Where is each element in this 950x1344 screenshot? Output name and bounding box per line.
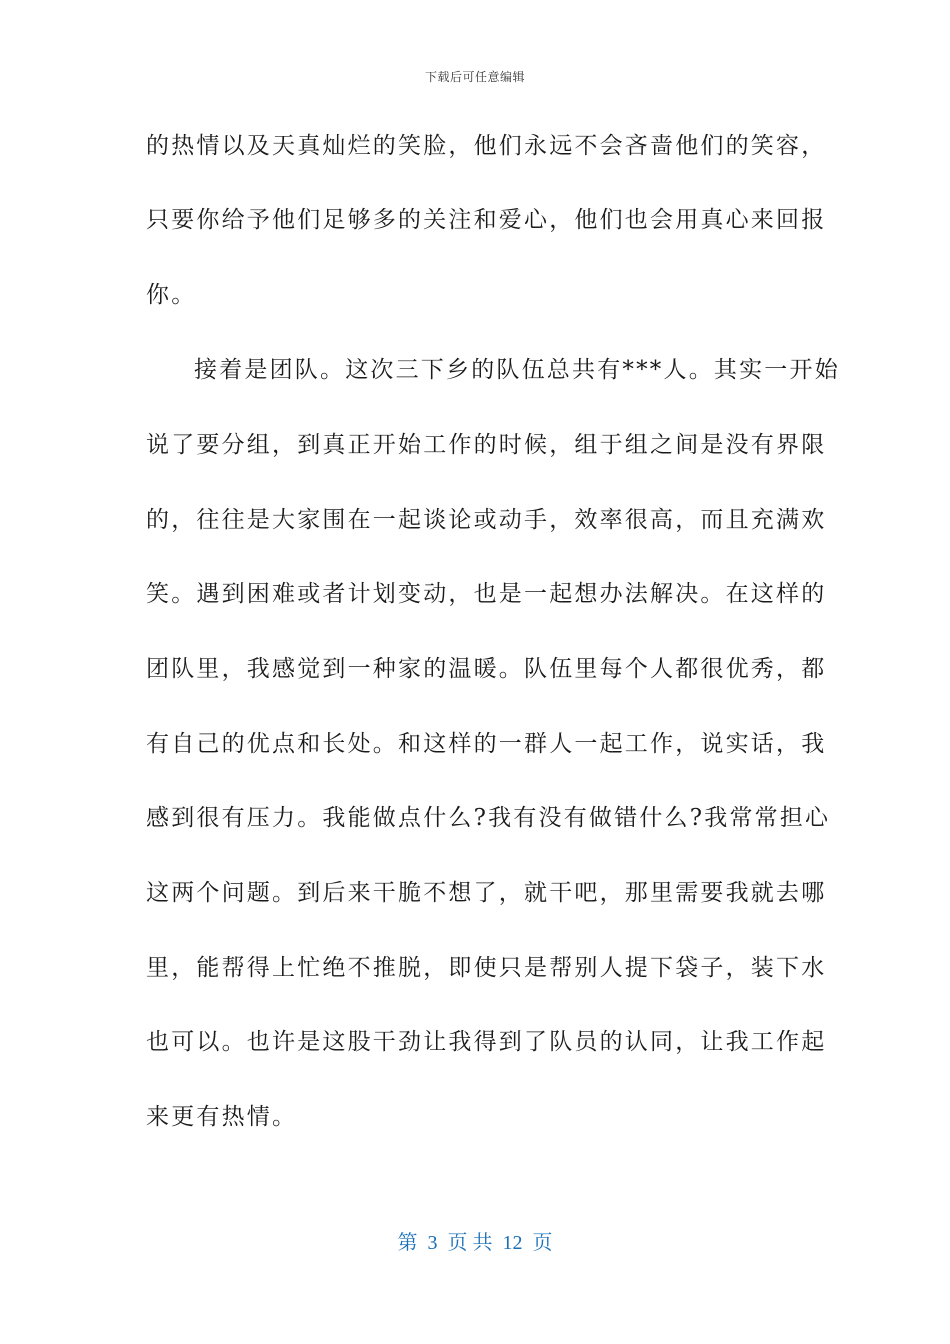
body-line: 来更有热情。 bbox=[146, 1104, 298, 1130]
body-line: 里，能帮得上忙绝不推脱，即使只是帮别人提下袋子，装下水 bbox=[146, 955, 827, 981]
body-line: 只要你给予他们足够多的关注和爱心，他们也会用真心来回报 bbox=[146, 207, 827, 233]
body-line: 有自己的优点和长处。和这样的一群人一起工作，说实话，我 bbox=[146, 731, 827, 757]
paragraph-first-line: 接着是团队。这次三下乡的队伍总共有***人。其实一开始 bbox=[194, 357, 840, 383]
body-line: 团队里，我感觉到一种家的温暖。队伍里每个人都很优秀，都 bbox=[146, 656, 827, 682]
body-line: 也可以。也许是这股干劲让我得到了队员的认同，让我工作起 bbox=[146, 1029, 827, 1055]
body-line: 这两个问题。到后来干脆不想了，就干吧，那里需要我就去哪 bbox=[146, 880, 827, 906]
body-line: 感到很有压力。我能做点什么?我有没有做错什么?我常常担心 bbox=[146, 805, 831, 831]
download-edit-note: 下载后可任意编辑 bbox=[424, 70, 525, 84]
body-line: 笑。遇到困难或者计划变动，也是一起想办法解决。在这样的 bbox=[146, 581, 827, 607]
body-line: 说了要分组，到真正开始工作的时候，组于组之间是没有界限 bbox=[146, 432, 827, 458]
body-line: 的，往往是大家围在一起谈论或动手，效率很高，而且充满欢 bbox=[146, 507, 827, 533]
body-line: 你。 bbox=[146, 282, 197, 308]
page-number-indicator: 第 3 页 共 12 页 bbox=[397, 1232, 553, 1254]
body-line: 的热情以及天真灿烂的笑脸，他们永远不会吝啬他们的笑容， bbox=[146, 133, 827, 159]
